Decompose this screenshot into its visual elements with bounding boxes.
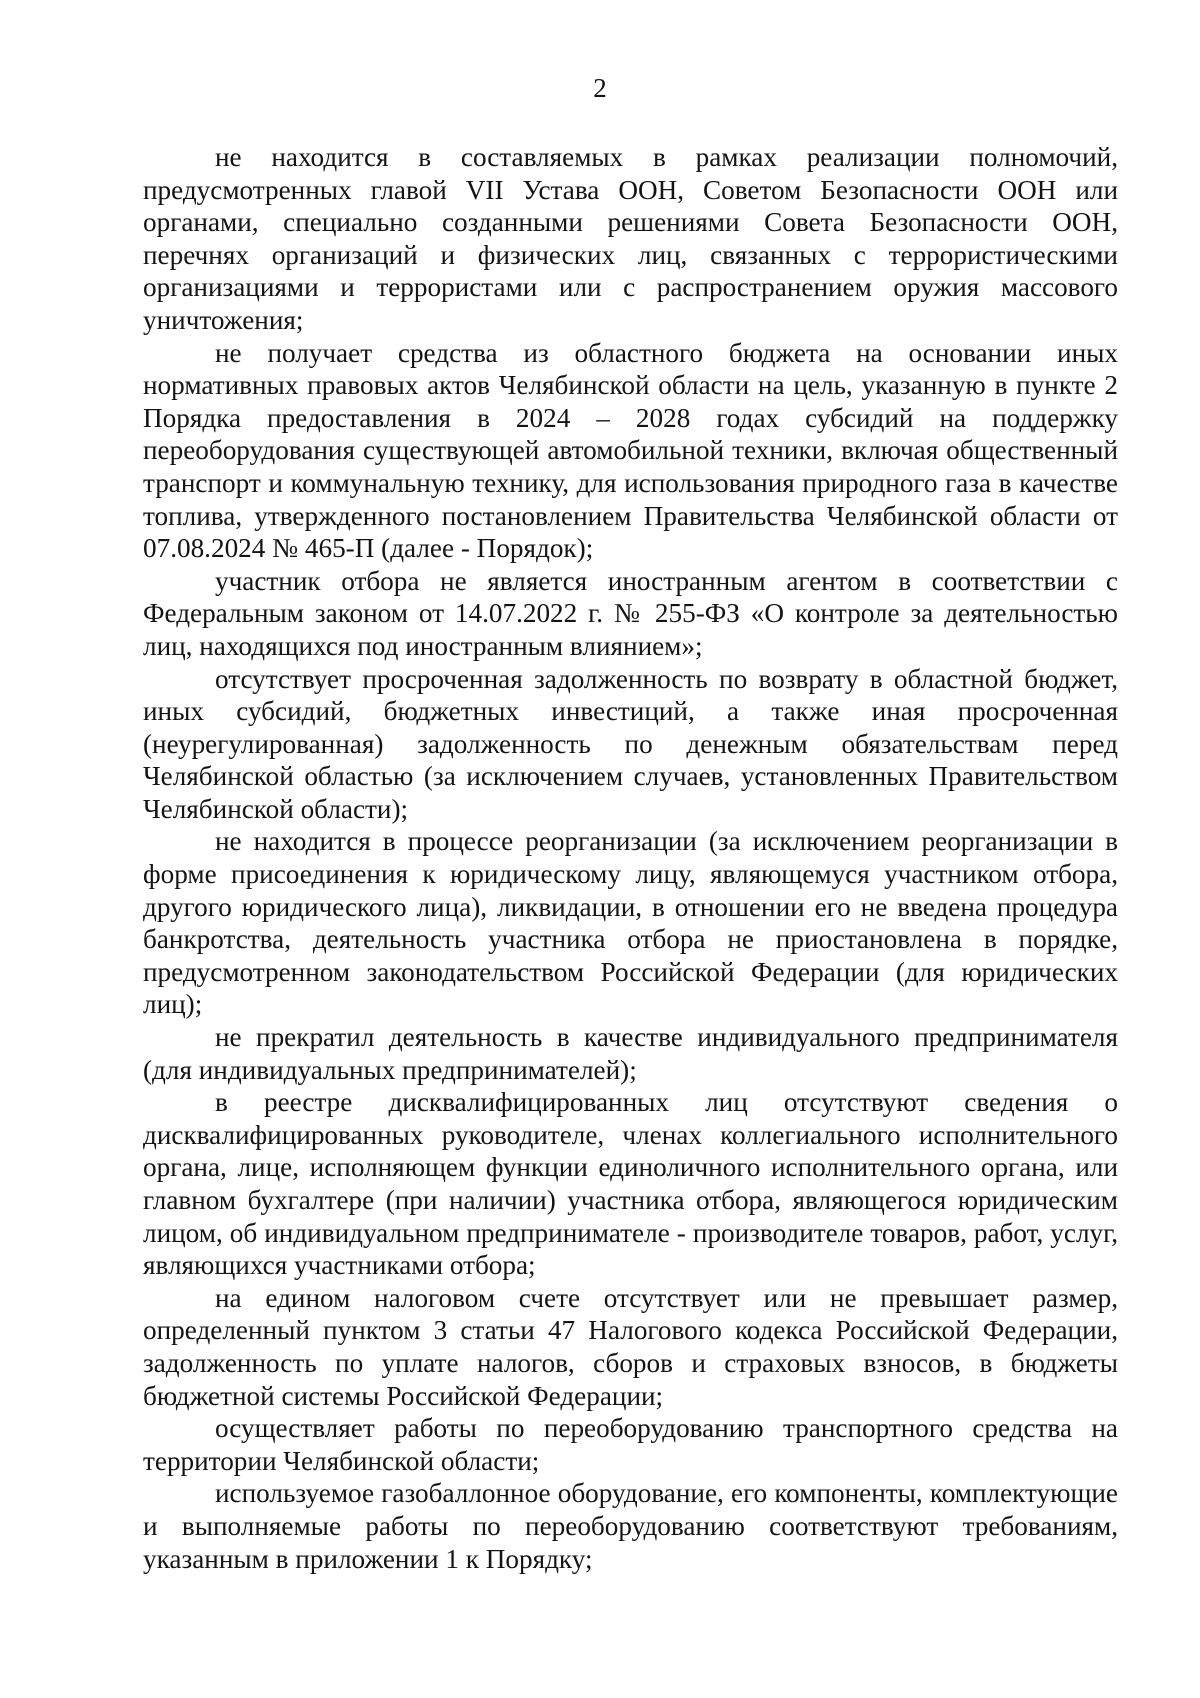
paragraph-regional-budget-funds: не получает средства из областного бюджета на основании иных нормативных правовых актов Челябинской области на цель, указанную в пункте 2 Порядка предоставления в 2024 – 2028 годах субсидий на поддержку переоборудования существующей автомобильной техники, включая общественный транспорт и коммунальную технику, для использования природного газа в качестве топлива, утвержденного постановлением Правительства Челябинской области от 07.08.2024 № 465-П (далее - Порядок); <box>143 337 1118 564</box>
paragraph-entrepreneur-activity: не прекратил деятельность в качестве индивидуального предпринимателя (для индивидуальных предпринимателей); <box>143 1022 1118 1085</box>
paragraph-overdue-debt: отсутствует просроченная задолженность по возврату в областной бюджет, иных субсидий, бюджетных инвестиций, а также иная просроченная (неурегулированная) задолженность по денежным обязательствам перед Челябинской областью (за исключением случаев, установленных Правительством Челябинской области); <box>143 663 1118 824</box>
paragraph-reorganization: не находится в процессе реорганизации (за исключением реорганизации в форме присоединения к юридическому лицу, являющемуся участником отбора, другого юридического лица), ликвидации, в отношении его не введена процедура банкротства, деятельность участника отбора не приостановлена в порядке, предусмотренном законодательством Российской Федерации (для юридических лиц); <box>143 826 1118 1020</box>
paragraph-work-territory: осуществляет работы по переоборудованию транспортного средства на территории Челябинской области; <box>143 1413 1118 1476</box>
paragraph-foreign-agent: участник отбора не является иностранным агентом в соответствии с Федеральным законом от 14.07.2022 г. № 255-ФЗ «О контроле за деятельностью лиц, находящихся под иностранным влиянием»; <box>143 565 1118 661</box>
paragraph-equipment-requirements: используемое газобаллонное оборудование, его компоненты, комплектующие и выполняемые работы по переоборудованию соответствуют требованиям, указанным в приложении 1 к Порядку; <box>143 1478 1118 1574</box>
paragraph-un-sanctions-lists: не находится в составляемых в рамках реализации полномочий, предусмотренных главой VII Устава ООН, Советом Безопасности ООН или органами, специально созданными решениями Совета Безопасности ООН, перечнях организаций и физических лиц, связанных с террористическими организациями и террористами или с распространением оружия массового уничтожения; <box>143 142 1118 335</box>
document-body <box>143 141 1118 1575</box>
paragraph-disqualified-persons: в реестре дисквалифицированных лиц отсутствуют сведения о дисквалифицированных руководителе, членах коллегиального исполнительного органа, лице, исполняющем функции единоличного исполнительного органа, или главном бухгалтере (при наличии) участника отбора, являющегося юридическим лицом, об индивидуальном предпринимателе - производителе товаров, работ, услуг, являющихся участниками отбора; <box>143 1087 1118 1281</box>
paragraph-tax-debt: на едином налоговом счете отсутствует или не превышает размер, определенный пунктом 3 статьи 47 Налогового кодекса Российской Федерации, задолженность по уплате налогов, сборов и страховых взносов, в бюджеты бюджетной системы Российской Федерации; <box>143 1282 1118 1411</box>
page-number: 2 <box>593 73 607 103</box>
